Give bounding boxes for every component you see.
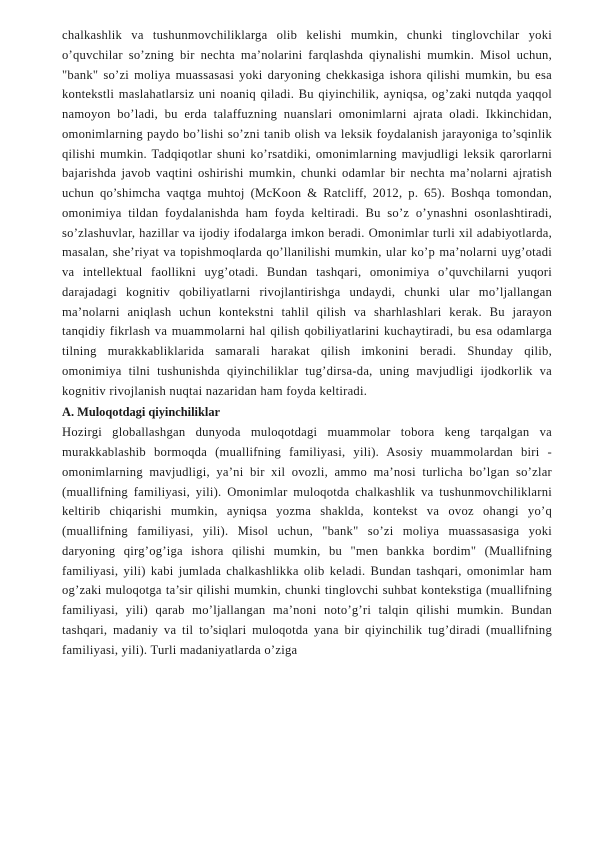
section-heading: A. Muloqotdagi qiyinchiliklar [62,405,221,420]
body-paragraph: chalkashlik va tushunmovchiliklarga olib kelishi mumkin, chunki tinglovchilar yoki o’quvchilar so’zning bir nechta ma’nolarini farqlashda qiynalishi mumkin. Misol uchun, "bank" so’zi moliya muassasasi yoki daryoning chekkasiga ishora qilishi mumkin, bu esa kontekstli maslahatlarsiz uni noaniq qiladi. Bu qiyinchilik, ayniqsa, og’zaki nutqda yaqqol namoyon bo’ladi, bu erda talaffuzning nuanslari omonimlarni ajrata oladi. Ikkinchidan, omonimlarning paydo bo’lishi so’zni tanib olish va leksik foydalanish jarayoniga to’sqinlik qilishi mumkin. Tadqiqotlar shuni ko’rsatdiki, omonimlarning mavjudligi leksik qarorlarni bajarishda javob vaqtini oshirishi mumkin, chunki odamlar bir nechta ma’nolarni ajratish uchun qo’shimcha vaqtga muhtoj (McKoon & Ratcliff, 2012, p. 65). Boshqa tomondan, omonimiya tildan foydalanishda ham foyda keltiradi. Bu so’z o’ynashni osonlashtiradi, so’zlashuvlar, hazillar va ijodiy ifodalarga imkon beradi. Omonimlar turli xil adabiyotlarda, masalan, she’riyat va topishmoqlarda qo’llanilishi mumkin, ular ko’p ma’nolarni uyg’otadi va intellektual faollikni uyg’otadi. Bundan tashqari, omonimiya o’quvchilarni yuqori darajadagi kognitiv qobiliyatlarni rivojlantirishga undaydi, chunki ular mo’ljallangan ma’nolarni aniqlash uchun kontekstni tahlil qilish va sharhlashlari kerak. Bu jarayon tanqidiy fikrlash va muammolarni hal qilish qobiliyatlarini kuchaytiradi, bu esa odamlarga tilning murakkabliklarida samarali harakat qilish imkonini beradi. Shunday qilib, omonimiya tilni tushunishda qiyinchiliklar tug’dirsa-da, uning mavjudligi ijodkorlik va kognitiv rivojlanish nuqtai nazaridan ham foyda keltiradi. [62,28,552,398]
body-paragraph: Hozirgi globallashgan dunyoda muloqotdagi muammolar tobora keng tarqalgan va murakkablashib bormoqda (muallifning familiyasi, yili). Asosiy muammolardan biri - omonimlarning mavjudligi, ya’ni bir xil ovozli, ammo ma’nosi turlicha bo’lgan so’zlar (muallifning familiyasi, yili). Omonimlar muloqotda chalkashlik va tushunmovchiliklarni keltirib chiqarishi mumkin, ayniqsa yozma shaklda, kontekst va ovoz ohangi yo’q (muallifning familiyasi, yili). Misol uchun, "bank" so’zi moliya muassasasiga yoki daryoning qirg’og’iga ishora qilishi mumkin, bu "men bankka bordim" (Muallifning familiyasi, yili) kabi jumlada chalkashlikka olib keladi. Bundan tashqari, omonimlar ham og’zaki muloqotga ta’sir qilishi mumkin, chunki tinglovchi suhbat kontekstiga (muallifning familiyasi, yili) qarab mo’ljallangan ma’noni noto’g’ri talqin qilishi mumkin. Bundan tashqari, madaniy va til to’siqlari muloqotda yana bir qiyinchilik tug’diradi (muallifning familiyasi, yili). Turli madaniyatlarda o’ziga [62,425,552,657]
document-page [62,26,552,660]
